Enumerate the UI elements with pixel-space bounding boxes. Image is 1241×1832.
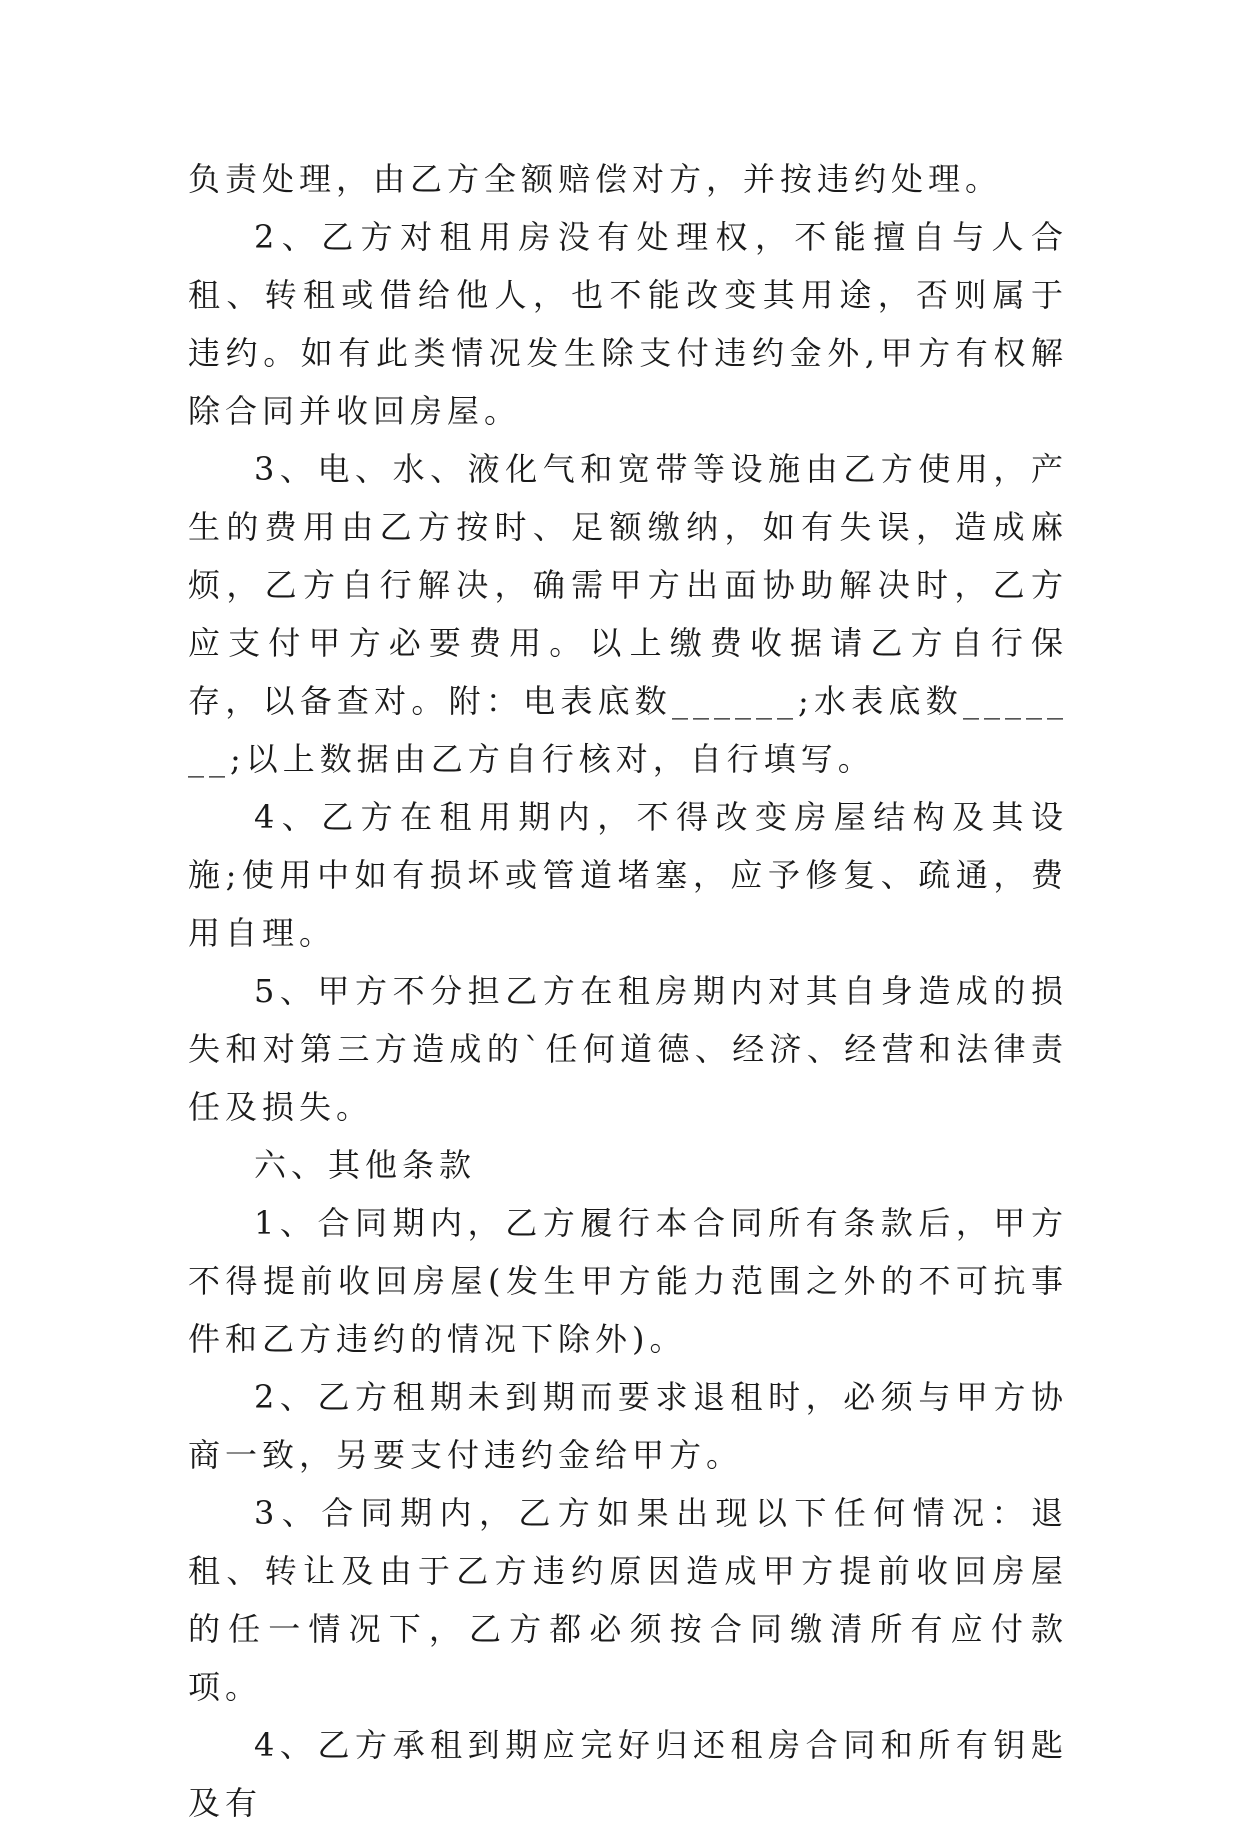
paragraph-continuation: 负责处理，由乙方全额赔偿对方，并按违约处理。 (188, 160, 1003, 198)
document-body (188, 150, 1068, 1832)
clause-6-1: 1、合同期内，乙方履行本合同所有条款后，甲方不得提前收回房屋(发生甲方能力范围之外的不可抗事件和乙方违约的情况下除外)。 (188, 1204, 1068, 1358)
clause-5-4: 4、乙方在租用期内，不得改变房屋结构及其设施;使用中如有损坏或管道堵塞，应予修复、疏通，费用自理。 (188, 798, 1068, 952)
clause-6-2: 2、乙方租期未到期而要求退租时，必须与甲方协商一致，另要支付违约金给甲方。 (188, 1378, 1068, 1474)
clause-5-3: 3、电、水、液化气和宽带等设施由乙方使用，产生的费用由乙方按时、足额缴纳，如有失误，造成麻烦，乙方自行解决，确需甲方出面协助解决时，乙方应支付甲方必要费用。以上缴费收据请乙方自行保存，以备查对。附：电表底数______;水表底数_______;以上数据由乙方自行核对，自行填写。 (188, 450, 1068, 778)
clause-6-4: 4、乙方承租到期应完好归还租房合同和所有钥匙及有 (188, 1726, 1068, 1822)
section-heading-other-terms: 六、其他条款 (254, 1146, 477, 1184)
clause-5-5: 5、甲方不分担乙方在租房期内对其自身造成的损失和对第三方造成的`任何道德、经济、经营和法律责任及损失。 (188, 972, 1068, 1126)
clause-6-3: 3、合同期内，乙方如果出现以下任何情况：退租、转让及由于乙方违约原因造成甲方提前收回房屋的任一情况下，乙方都必须按合同缴清所有应付款项。 (188, 1494, 1068, 1706)
clause-5-2: 2、乙方对租用房没有处理权，不能擅自与人合租、转租或借给他人，也不能改变其用途，否则属于违约。如有此类情况发生除支付违约金外,甲方有权解除合同并收回房屋。 (188, 218, 1068, 430)
